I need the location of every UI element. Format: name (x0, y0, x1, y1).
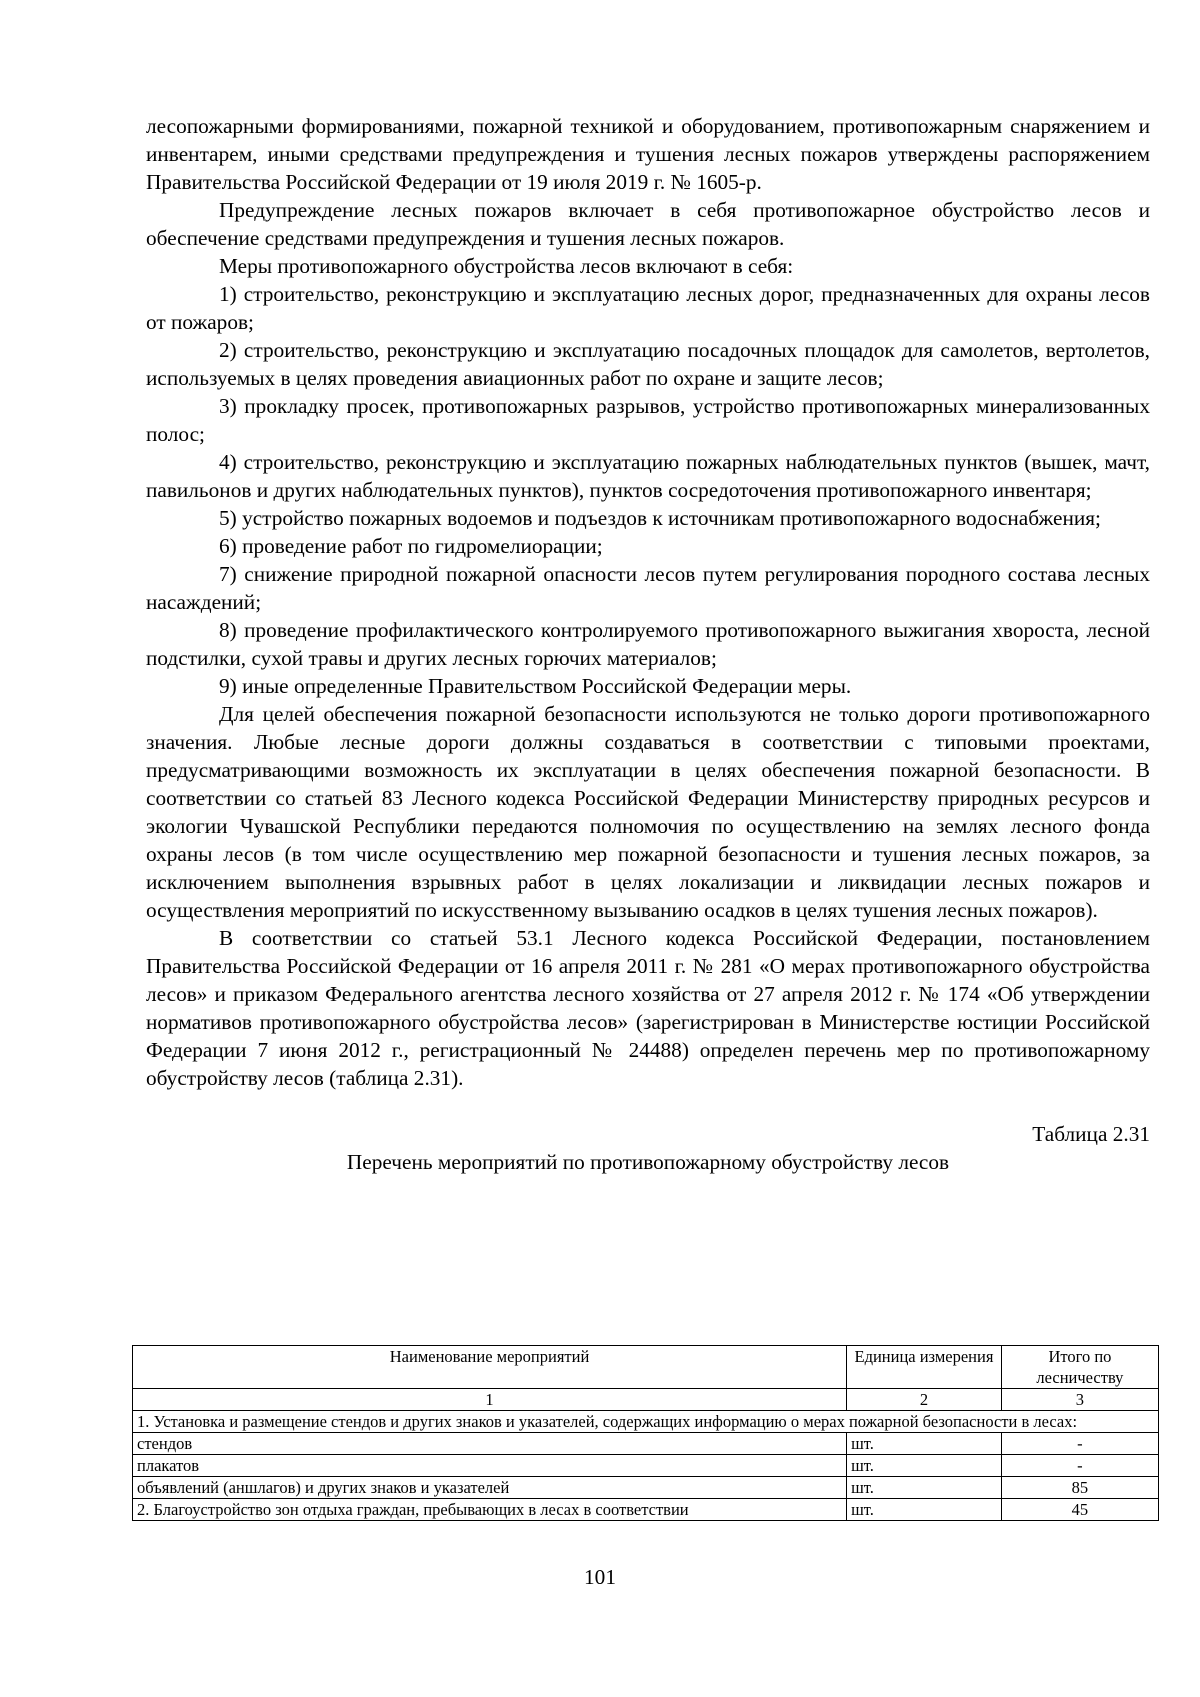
table-header-row (133, 1346, 1159, 1389)
row-name: объявлений (аншлагов) и других знаков и указателей (133, 1477, 847, 1499)
row-unit: шт. (847, 1499, 1002, 1521)
col-number: 3 (1001, 1389, 1158, 1411)
list-item: 8) проведение профилактического контролируемого противопожарного выжигания хвороста, лесной подстилки, сухой травы и других лесных горючих материалов; (146, 618, 1150, 670)
paragraph-measures-intro: Меры противопожарного обустройства лесов включают в себя: (219, 254, 794, 278)
list-item: 2) строительство, реконструкцию и эксплуатацию посадочных площадок для самолетов, вертолетов, используемых в целях проведения авиационных работ по охране и защите лесов; (146, 338, 1150, 390)
col-number: 1 (133, 1389, 847, 1411)
row-value: - (1001, 1433, 1158, 1455)
row-unit: шт. (847, 1477, 1002, 1499)
header-unit: Единица измерения (847, 1346, 1002, 1389)
table-caption: Перечень мероприятий по противопожарному обустройству лесов (346, 1150, 950, 1174)
list-item: 4) строительство, реконструкцию и эксплуатацию пожарных наблюдательных пунктов (вышек, мачт, павильонов и других наблюдательных пунктов), пунктов сосредоточения противопожарного инвентаря; (146, 450, 1150, 502)
list-item: 1) строительство, реконструкцию и эксплуатацию лесных дорог, предназначенных для охраны лесов от пожаров; (146, 282, 1150, 334)
table-row (133, 1477, 1159, 1499)
page-number: 101 (584, 1565, 616, 1589)
paragraph-prevention: Предупреждение лесных пожаров включает в себя противопожарное обустройство лесов и обеспечение средствами предупреждения и тушения лесных пожаров. (146, 198, 1150, 250)
paragraph-roads: Для целей обеспечения пожарной безопасности используются не только дороги противопожарного значения. Любые лесные дороги должны создаваться в соответствии с типовыми проектами, предусматривающими возможность их эксплуатации в целях обеспечения пожарной безопасности. В соответствии со статьей 83 Лесного кодекса Российской Федерации Министерству природных ресурсов и экологии Чувашской Республики передаются полномочия по осуществлению на землях лесного фонда охраны лесов (в том числе осуществлению мер пожарной безопасности и тушения лесных пожаров, за исключением выполнения взрывных работ в целях локализации и ликвидации лесных пожаров и осуществления мероприятий по искусственному вызыванию осадков в целях тушения лесных пожаров). (146, 702, 1150, 922)
list-item: 3) прокладку просек, противопожарных разрывов, устройство противопожарных минерализованных полос; (146, 394, 1150, 446)
col-number: 2 (847, 1389, 1002, 1411)
list-item: 5) устройство пожарных водоемов и подъездов к источникам противопожарного водоснабжения; (219, 506, 1101, 530)
document-page (146, 112, 1150, 1176)
row-value: - (1001, 1455, 1158, 1477)
list-item: 7) снижение природной пожарной опасности лесов путем регулирования породного состава лесных насаждений; (146, 562, 1150, 614)
table-row (133, 1499, 1159, 1521)
row-value: 45 (1001, 1499, 1158, 1521)
paragraph-continuation: лесопожарными формированиями, пожарной техникой и оборудованием, противопожарным снаряжением и инвентарем, иными средствами предупреждения и тушения лесных пожаров утверждены распоряжением Правительства Российской Федерации от 19 июля 2019 г. № 1605-р. (146, 114, 1150, 194)
row-name: плакатов (133, 1455, 847, 1477)
list-item: 6) проведение работ по гидромелиорации; (219, 534, 603, 558)
paragraph-legal-basis: В соответствии со статьей 53.1 Лесного кодекса Российской Федерации, постановлением Правительства Российской Федерации от 16 апреля 2011 г. № 281 «О мерах противопожарного обустройства лесов» и приказом Федерального агентства лесного хозяйства от 27 апреля 2012 г. № 174 «Об утверждении нормативов противопожарного обустройства лесов» (зарегистрирован в Министерстве юстиции Российской Федерации 7 июня 2012 г., регистрационный № 24488) определен перечень мер по противопожарному обустройству лесов (таблица 2.31). (146, 926, 1150, 1090)
row-name: стендов (133, 1433, 847, 1455)
table-row (133, 1455, 1159, 1477)
table-column-numbers-row (133, 1389, 1159, 1411)
table-label: Таблица 2.31 (1032, 1122, 1150, 1146)
row-value: 85 (1001, 1477, 1158, 1499)
row-unit: шт. (847, 1433, 1002, 1455)
row-name: 2. Благоустройство зон отдыха граждан, пребывающих в лесах в соответствии (133, 1499, 847, 1521)
table-section-row (133, 1411, 1159, 1433)
list-item: 9) иные определенные Правительством Российской Федерации меры. (219, 674, 852, 698)
header-name: Наименование мероприятий (133, 1346, 847, 1389)
row-unit: шт. (847, 1455, 1002, 1477)
table-row (133, 1433, 1159, 1455)
header-total: Итого по лесничеству (1001, 1346, 1158, 1389)
measures-table (132, 1345, 1159, 1521)
section-title: 1. Установка и размещение стендов и других знаков и указателей, содержащих информацию о мерах пожарной безопасности в лесах: (133, 1411, 1159, 1433)
